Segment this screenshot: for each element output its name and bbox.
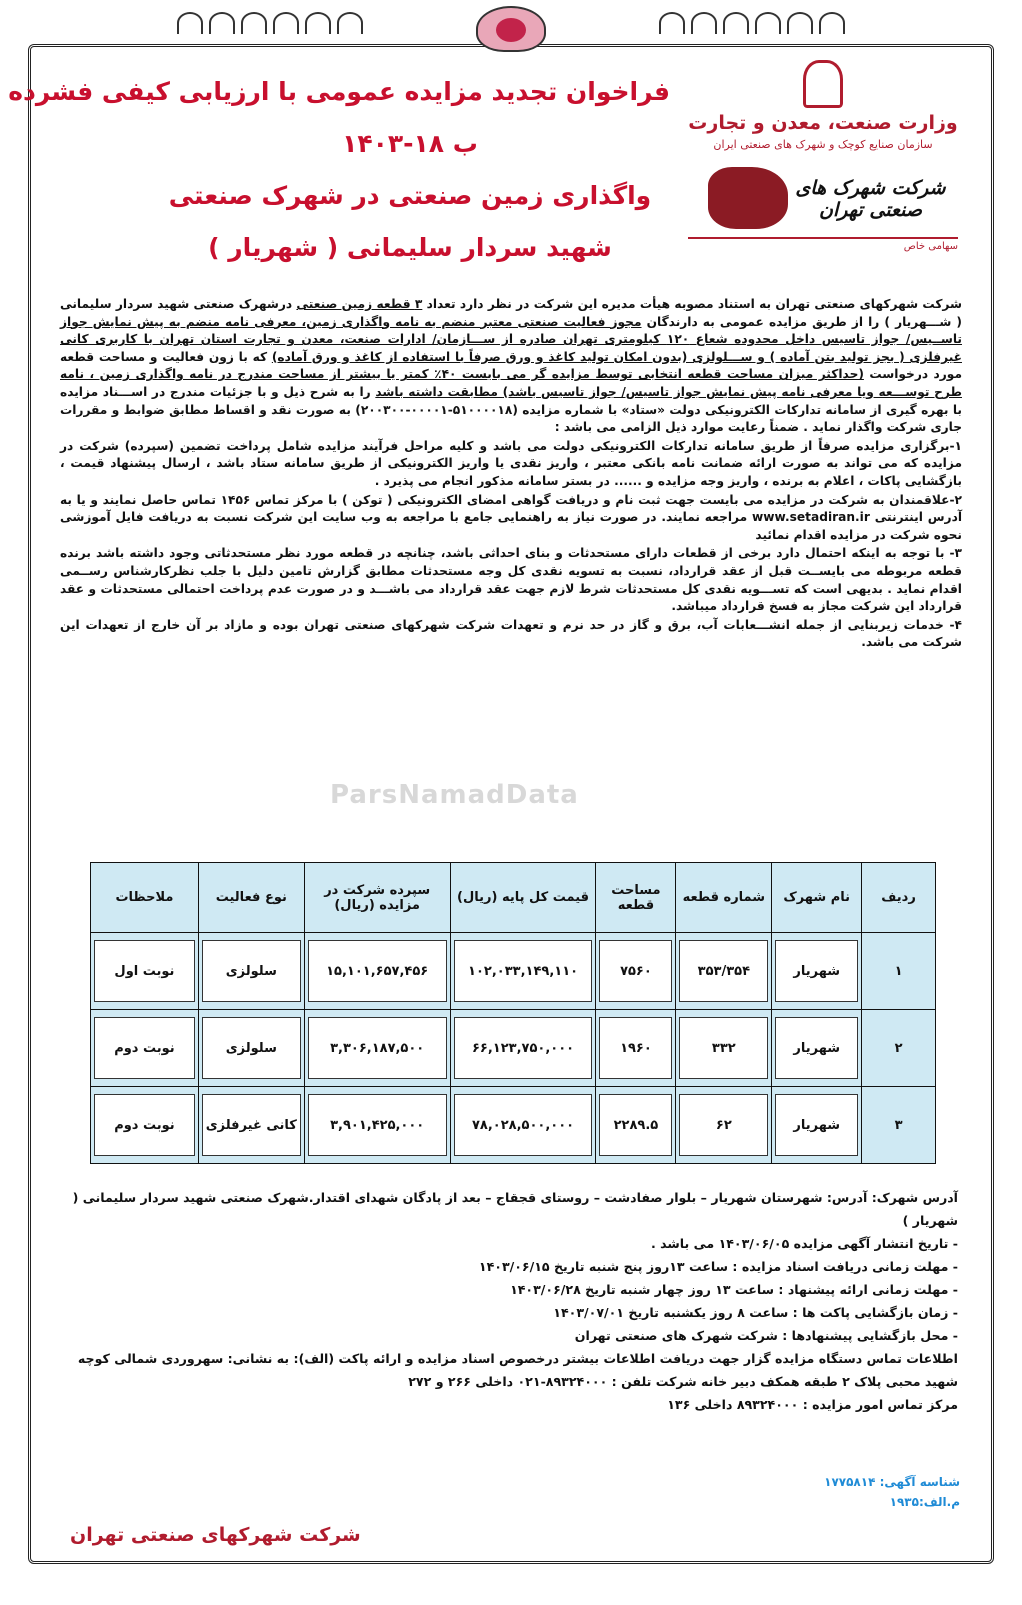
opening-location-item: - محل بازگشایی پیشنهادها : شرکت شهرک های صنعتی تهران xyxy=(574,1328,958,1343)
col-row: ردیف xyxy=(862,863,936,933)
cell-town: شهریار xyxy=(775,1094,858,1156)
cell-notes: نوبت دوم xyxy=(94,1094,195,1156)
cell-deposit: ۳,۹۰۱,۴۲۵,۰۰۰ xyxy=(308,1094,447,1156)
cell-row: ۳ xyxy=(862,1087,936,1164)
title-line-4: شهید سردار سلیمانی ( شهریار ) xyxy=(208,233,612,262)
table-row xyxy=(91,933,936,1010)
intro-segment: شرکت شهرکهای صنعتی تهران به استناد مصوبه هیأت مدیره این شرکت در نظر دارد تعداد xyxy=(422,297,962,311)
ad-identifiers xyxy=(824,1472,960,1512)
ministry-logo-block xyxy=(688,60,958,280)
cell-plot-number: ۳۵۳/۳۵۴ xyxy=(679,940,768,1002)
opening-time-item: - زمان بازگشایی پاکت ها : ساعت ۸ روز یکشنبه تاریخ ۱۴۰۳/۰۷/۰۱ xyxy=(553,1305,958,1320)
intro-highlight: (حداکثر میزان مساحت قطعه انتخابی توسط مزایده گر می بایست ۴۰٪ کمتر یا بیشتر از مساحت مندرج در نامه واگذاری زمین ، نامه طرح توســـعه ویا معرفی نامه پیش نمایش جواز تاسیس/ جواز تاسیس باشد) xyxy=(60,367,962,399)
top-ornament-left xyxy=(40,4,500,42)
town-address: آدرس شهرک: آدرس: شهرستان شهریار – بلوار صفادشت – روستای قجقاج – بعد از پادگان شهدای اقتدار.شهرک صنعتی شهید سردار سلیمانی ( شهریار ) xyxy=(72,1190,958,1228)
title-line-1: فراخوان تجدید مزایده عمومی با ارزیابی کیفی فشرده xyxy=(8,77,670,106)
watermark: ParsNamadData xyxy=(330,780,579,810)
intro-highlight: ۳ قطعه زمین صنعتی xyxy=(296,297,423,311)
cell-base-price: ۱۰۲,۰۳۳,۱۴۹,۱۱۰ xyxy=(454,940,593,1002)
cell-notes: نوبت اول xyxy=(94,940,195,1002)
ministry-name: وزارت صنعت، معدن و تجارت xyxy=(688,112,958,134)
cell-row: ۱ xyxy=(862,933,936,1010)
title-line-2: ب ۱۸-۱۴۰۳ xyxy=(342,129,478,158)
company-signature: شرکت شهرکهای صنعتی تهران xyxy=(70,1524,361,1546)
intro-paragraph xyxy=(60,296,962,437)
ad-code: م.الف:۱۹۳۵ xyxy=(889,1495,960,1509)
publish-date-item: - تاریخ انتشار آگهی مزایده ۱۴۰۳/۰۶/۰۵ می باشد . xyxy=(650,1236,958,1251)
condition-1: ۱-برگزاری مزایده صرفاً از طریق سامانه تدارکات الکترونیکی دولت می باشد و کلیه مراحل فرآیند مزایده شامل پرداخت تضمین (سپرده) شرکت در مزایده که می تواند به صورت ارائه ضمانت نامه بانکی معتبر ، واریز نقدی یا واریز الکترونیکی از طریق سامانه ستاد باشد ، ارسال پیشنهاد قیمت ، بازگشایی پاکات ، اعلام به برنده ، واریز وجه مزایده و ...... در بستر سامانه مذکور انجام می پذیرد . xyxy=(60,438,962,488)
proposal-deadline-item: - مهلت زمانی ارائه پیشنهاد : ساعت ۱۳ روز چهار شنبه تاریخ ۱۴۰۳/۰۶/۲۸ xyxy=(510,1282,958,1297)
document-deadline-item: - مهلت زمانی دریافت اسناد مزایده : ساعت ۱۳روز پنج شنبه تاریخ ۱۴۰۳/۰۶/۱۵ xyxy=(478,1259,958,1274)
cell-area: ۲۲۸۹.۵ xyxy=(599,1094,672,1156)
cell-plot-number: ۶۲ xyxy=(679,1094,768,1156)
cell-town: شهریار xyxy=(775,1017,858,1079)
cell-deposit: ۱۵,۱۰۱,۶۵۷,۴۵۶ xyxy=(308,940,447,1002)
col-activity: نوع فعالیت xyxy=(198,863,304,933)
iran-map-icon xyxy=(708,167,788,229)
footer-details xyxy=(70,1186,958,1416)
call-center: مرکز تماس امور مزایده : ۸۹۳۲۴۰۰۰ داخلی ۱۳۶ xyxy=(667,1397,958,1412)
col-deposit: سپرده شرکت در مزایده (ریال) xyxy=(304,863,450,933)
condition-4: ۴- خدمات زیربنایی از جمله انشـــعابات آب، برق و گاز در حد نرم و تعهدات شرکت شهرکهای صنعتی تهران بوده و مازاد بر آن خارج از تعهدات این شرکت می باشد. xyxy=(60,617,962,650)
cell-area: ۷۵۶۰ xyxy=(599,940,672,1002)
table-header-row xyxy=(91,863,936,933)
top-ornament-right xyxy=(522,4,982,42)
cell-row: ۲ xyxy=(862,1010,936,1087)
iran-emblem-icon xyxy=(803,60,843,108)
company-logo xyxy=(688,163,958,239)
col-area: مساحت قطعه xyxy=(596,863,676,933)
condition-2: ۲-علاقمندان به شرکت در مزایده می بایست جهت ثبت نام و دریافت گواهی امضای الکترونیکی ( توکن ) با مرکز تماس ۱۴۵۶ تماس حاصل نمایند و یا به آدرس اینترنتی www.setadiran.ir مراجعه نمایند. در صورت نیاز به راهنمایی جامع با مراجعه به وب سایت این شرکت نسبت به دریافت فایل آموزشی نحوه شرکت در مزایده اقدام نمائید xyxy=(60,492,963,542)
intro-segment: که با زون فعالیت و مساحت قطعه مورد درخواست xyxy=(60,349,962,382)
ad-id: شناسه آگهی: ۱۷۷۵۸۱۴ xyxy=(824,1475,960,1489)
cell-deposit: ۳,۳۰۶,۱۸۷,۵۰۰ xyxy=(308,1017,447,1079)
condition-3: ۳- با توجه به اینکه احتمال دارد برخی از قطعات دارای مستحدثات و بنای احداثی باشد، چنانچه در قطعه مورد نظر مستحدثاتی وجود داشته باشد برنده قطعه مربوطه می بایســت قبل از عقد قرارداد، نسبت به تسویه نقدی کل وجه مستحدثات مطابق گزارش تامین دلیل با جلب نظرکارشناس رســمی اقدام نماید . بدیهی است که تســـویه نقدی کل مستحدثات شرط لازم جهت عقد قرارداد می باشـــد و در صورت عدم پرداخت احتمالی مستحدثات و عقد قرارداد این شرکت مجاز به فسخ قرارداد میباشد. xyxy=(60,546,962,614)
cell-town: شهریار xyxy=(775,940,858,1002)
intro-segment: درشهرک صنعتی شهید سردار سلیمانی ( شـــهریار ) را از طریق مزایده عمومی به دارندگان xyxy=(60,297,962,329)
intro-highlight: مطابقت داشته باشد xyxy=(375,384,503,399)
table-row xyxy=(91,1087,936,1164)
col-town: نام شهرک xyxy=(772,863,862,933)
organization-name: سازمان صنایع کوچک و شهرک های صنعتی ایران xyxy=(713,138,933,151)
cell-activity: کانی غیرفلزی xyxy=(202,1094,301,1156)
cell-activity: سلولزی xyxy=(202,1017,301,1079)
announcement-body xyxy=(60,296,962,653)
col-plot-number: شماره قطعه xyxy=(676,863,772,933)
cell-activity: سلولزی xyxy=(202,940,301,1002)
title-line-3: واگذاری زمین صنعتی در شهرک صنعتی xyxy=(168,181,652,210)
table-row xyxy=(91,1010,936,1087)
cell-plot-number: ۳۳۲ xyxy=(679,1017,768,1079)
intro-segment: را به شرح ذیل و با جزئیات مندرج در اســـناد مزایده با بهره گیری از سامانه تدارکات الکترونیکی دولت «ستاد» با شماره مزایده (۵۱۰۰۰۰۱۸-۰۰۰۰۱-۲۰۰۳۰۰) به صورت نقد و اقساط مطابق ضوابط و مقررات جاری شرکت واگذار نماید . ضمناً رعایت موارد ذیل الزامی می باشد : xyxy=(60,384,963,435)
col-notes: ملاحظات xyxy=(91,863,199,933)
cell-base-price: ۷۸,۰۲۸,۵۰۰,۰۰۰ xyxy=(454,1094,593,1156)
contact-info: اطلاعات تماس دستگاه مزایده گزار جهت دریافت اطلاعات بیشتر درخصوص اسناد مزایده و ارائه پاکت (الف): به نشانی: سهروردی شمالی کوچه شهید محبی پلاک ۲ طبقه همکف دبیر خانه شرکت تلفن : ۸۹۳۲۴۰۰۰-۰۲۱ داخلی ۲۶۶ و ۲۷۲ xyxy=(77,1351,958,1389)
col-base-price: قیمت کل پایه (ریال) xyxy=(450,863,596,933)
plots-table xyxy=(90,862,936,1164)
company-tag: سهامی خاص xyxy=(903,241,958,252)
company-logo-text: شرکت شهرک های صنعتی تهران xyxy=(795,177,946,221)
intro-highlight: مجوز فعالیت صنعتی معتبر منضم به نامه واگذاری زمین، معرفی نامه منضم به پیش نمایش جواز تاســیس/ جواز تاسیس داخل محدوده شعاع ۱۲۰ کیلومتری تهران صادره از ســـازمان/ ادارات صنعت، معدن و تجارت استان تهران با کاربری کانی غیرفلزی ( بجز تولید بتن آماده ) و ســـلولزی (بدون امکان تولید کاغذ و ورق صرفاً با استفاده از کاغذ و ورق آماده) xyxy=(60,314,962,364)
cell-area: ۱۹۶۰ xyxy=(599,1017,672,1079)
cell-base-price: ۶۶,۱۲۳,۷۵۰,۰۰۰ xyxy=(454,1017,593,1079)
cell-notes: نوبت دوم xyxy=(94,1017,195,1079)
announcement-title xyxy=(8,66,670,274)
